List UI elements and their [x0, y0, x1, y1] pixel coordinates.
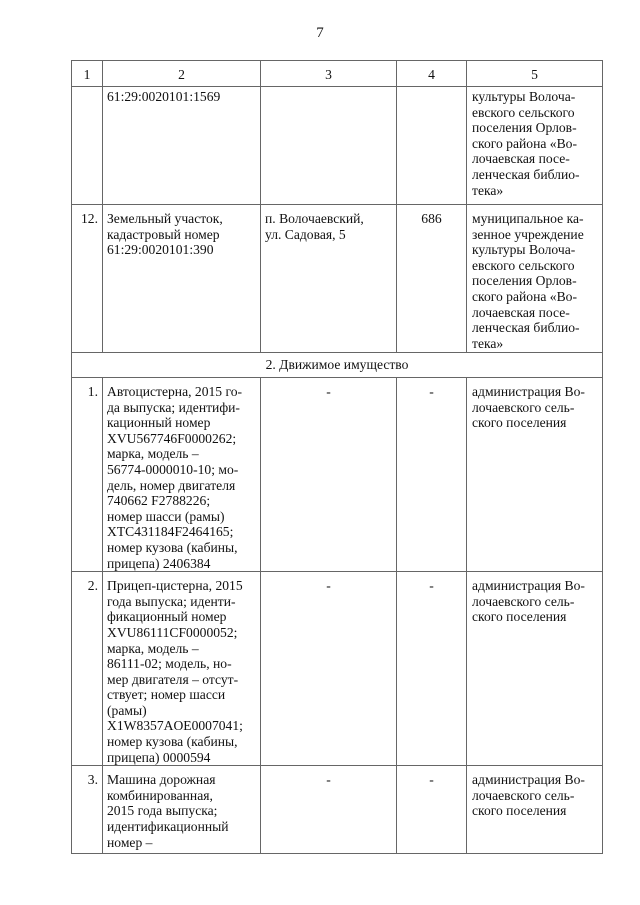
row-number: 1.: [72, 378, 103, 572]
object-area: -: [397, 572, 467, 766]
page-number: 7: [316, 25, 324, 41]
table-row: [72, 87, 603, 205]
section-title: 2. Движимое имущество: [72, 353, 603, 378]
object-owner: культуры Волоча- евского сельского поселения Орлов- ского района «Во- лочаевская посе- ленческая библио- тека»: [467, 87, 603, 205]
object-area: 686: [397, 205, 467, 353]
table-row: [72, 205, 603, 353]
object-owner: администрация Во- лочаевского сель- ского поселения: [467, 766, 603, 854]
table-row: [72, 378, 603, 572]
row-number: [72, 87, 103, 205]
table-header-row: [72, 61, 603, 87]
object-owner: администрация Во- лочаевского сель- ского поселения: [467, 572, 603, 766]
table-row: [72, 572, 603, 766]
object-address: -: [261, 766, 397, 854]
object-owner: администрация Во- лочаевского сель- ского поселения: [467, 378, 603, 572]
object-address: п. Волочаевский, ул. Садовая, 5: [261, 205, 397, 353]
object-address: -: [261, 572, 397, 766]
column-header: 3: [261, 61, 397, 87]
column-header: 5: [467, 61, 603, 87]
object-name: Прицеп-цистерна, 2015 года выпуска; иденти- фикационный номер XVU86111CF0000052; марка, модель – 86111-02; модель, но- мер двигателя – отсут- ствует; номер шасси (рамы) X1W8357AOE0007041; номер кузова (кабины, прицепа) 0000594: [103, 572, 261, 766]
object-area: -: [397, 766, 467, 854]
object-area: -: [397, 378, 467, 572]
column-header: 1: [72, 61, 103, 87]
object-name: Машина дорожная комбинированная, 2015 года выпуска; идентификационный номер –: [103, 766, 261, 854]
column-header: 4: [397, 61, 467, 87]
object-area: [397, 87, 467, 205]
section-heading-row: [72, 353, 603, 378]
row-number: 3.: [72, 766, 103, 854]
object-owner: муниципальное ка- зенное учреждение культуры Волоча- евского сельского поселения Орлов- ского района «Во- лочаевская посе- ленческая библио- тека»: [467, 205, 603, 353]
object-address: [261, 87, 397, 205]
row-number: 12.: [72, 205, 103, 353]
property-registry-table: [71, 60, 603, 854]
object-address: -: [261, 378, 397, 572]
object-name: Автоцистерна, 2015 го- да выпуска; идентифи- кационный номер XVU567746F0000262; марка, модель – 56774-0000010-10; мо- дель, номер двигателя 740662 F2788226; номер шасси (рамы) XTC431184F2464165; номер кузова (кабины, прицепа) 2406384: [103, 378, 261, 572]
row-number: 2.: [72, 572, 103, 766]
table-row: [72, 766, 603, 854]
column-header: 2: [103, 61, 261, 87]
object-name: Земельный участок, кадастровый номер 61:29:0020101:390: [103, 205, 261, 353]
object-name: 61:29:0020101:1569: [103, 87, 261, 205]
